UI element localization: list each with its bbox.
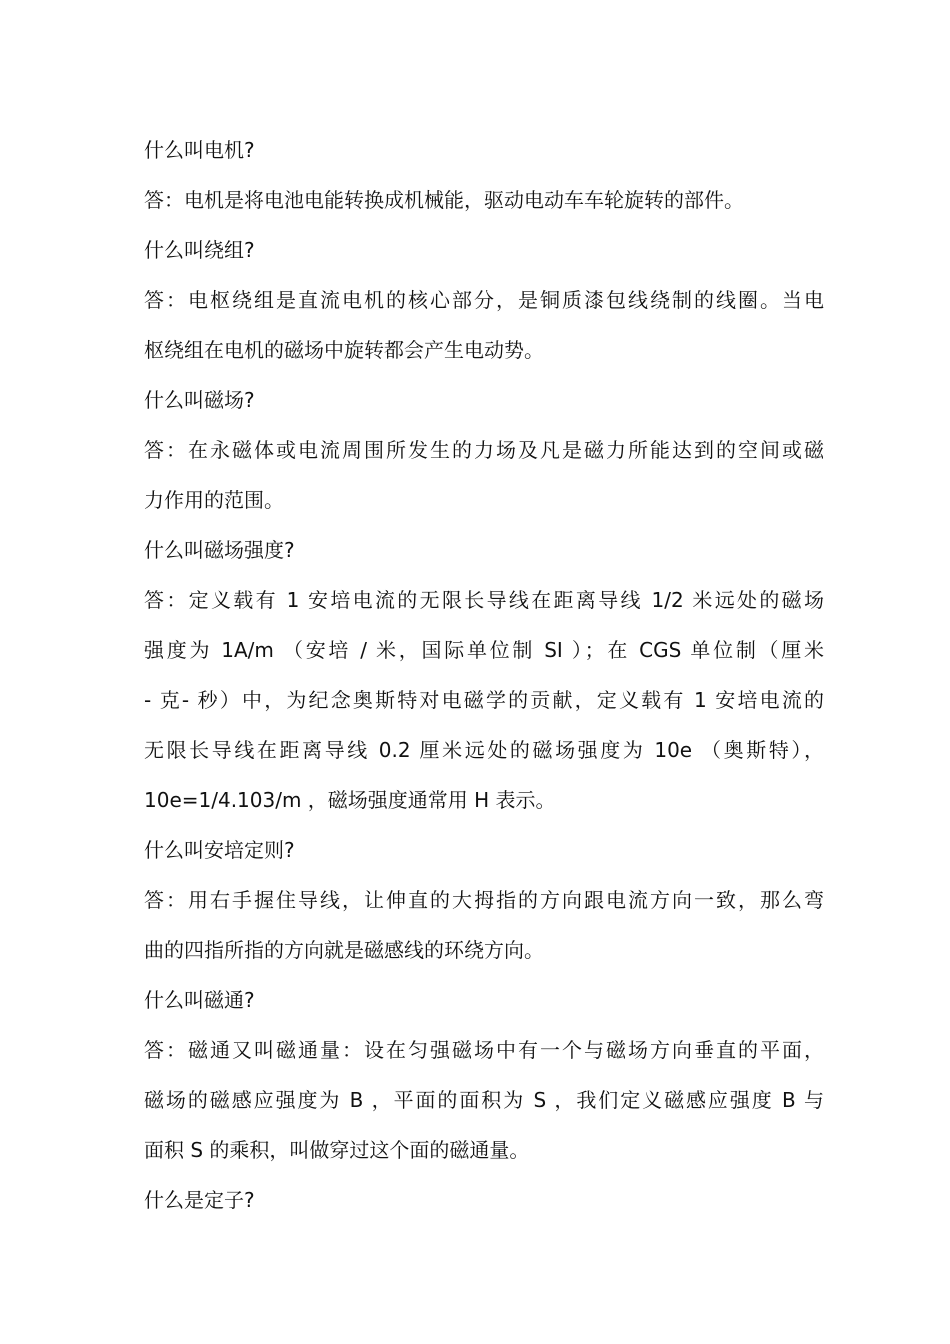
answer-field-strength-line-5: 10e=1/4.103/m ，磁场强度通常用 H 表示。 bbox=[144, 788, 556, 812]
answer-field-strength-line-1: 答：定义载有 1 安培电流的无限长导线在距离导线 1/2 米远处的磁场 bbox=[144, 588, 824, 612]
answer-magnetic-flux-line-2: 磁场的磁感应强度为 B ，平面的面积为 S ，我们定义磁感应强度 B 与 bbox=[144, 1088, 824, 1112]
question-field-strength: 什么叫磁场强度? bbox=[144, 538, 295, 562]
answer-magnetic-field-line-2: 力作用的范围。 bbox=[144, 488, 284, 512]
answer-field-strength-line-3: - 克- 秒）中，为纪念奥斯特对电磁学的贡献，定义载有 1 安培电流的 bbox=[144, 688, 824, 712]
answer-magnetic-flux-line-1: 答：磁通又叫磁通量：设在匀强磁场中有一个与磁场方向垂直的平面， bbox=[144, 1038, 824, 1062]
answer-ampere-rule-line-1: 答：用右手握住导线，让伸直的大拇指的方向跟电流方向一致，那么弯 bbox=[144, 888, 824, 912]
question-motor: 什么叫电机? bbox=[144, 138, 255, 162]
answer-field-strength-line-2: 强度为 1A/m （安培 / 米，国际单位制 SI ）；在 CGS 单位制（厘米 bbox=[144, 638, 824, 662]
question-magnetic-field: 什么叫磁场? bbox=[144, 388, 255, 412]
answer-winding-line-1: 答：电枢绕组是直流电机的核心部分，是铜质漆包线绕制的线圈。当电 bbox=[144, 288, 824, 312]
question-ampere-rule: 什么叫安培定则? bbox=[144, 838, 295, 862]
answer-field-strength-line-4: 无限长导线在距离导线 0.2 厘米远处的磁场强度为 10e （奥斯特）， bbox=[144, 738, 824, 762]
answer-ampere-rule-line-2: 曲的四指所指的方向就是磁感线的环绕方向。 bbox=[144, 938, 544, 962]
answer-winding-line-2: 枢绕组在电机的磁场中旋转都会产生电动势。 bbox=[144, 338, 544, 362]
answer-motor: 答：电机是将电池电能转换成机械能，驱动电动车车轮旋转的部件。 bbox=[144, 188, 744, 212]
question-stator: 什么是定子? bbox=[144, 1188, 255, 1212]
answer-magnetic-field-line-1: 答：在永磁体或电流周围所发生的力场及凡是磁力所能达到的空间或磁 bbox=[144, 438, 824, 462]
question-magnetic-flux: 什么叫磁通? bbox=[144, 988, 255, 1012]
answer-magnetic-flux-line-3: 面积 S 的乘积，叫做穿过这个面的磁通量。 bbox=[144, 1138, 530, 1162]
question-winding: 什么叫绕组? bbox=[144, 238, 255, 262]
